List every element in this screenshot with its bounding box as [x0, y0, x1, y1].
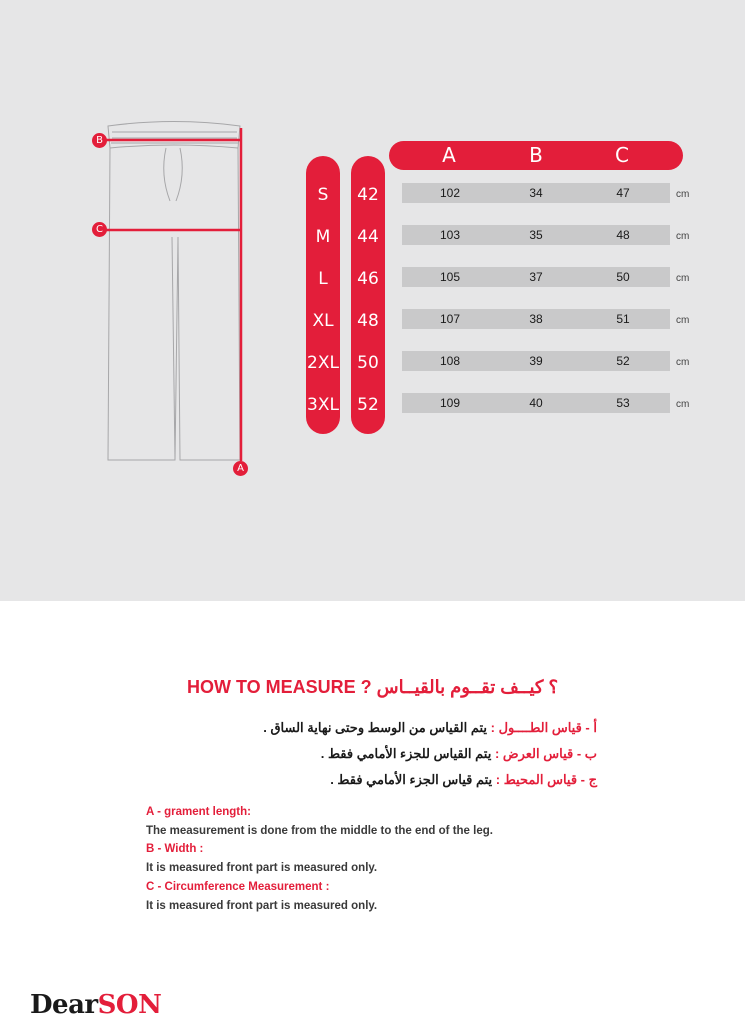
unit-label: cm: [676, 189, 690, 200]
value-b: 40: [529, 396, 543, 410]
unit-label: cm: [676, 357, 690, 368]
value-c: 52: [616, 354, 630, 368]
size-number: 48: [357, 311, 379, 331]
measurement-column-header: [389, 141, 683, 170]
value-b: 35: [529, 228, 543, 242]
size-number: 52: [357, 395, 379, 415]
value-a: 103: [439, 228, 461, 242]
unit-label: cm: [676, 231, 690, 242]
column-label-a: A: [442, 143, 456, 167]
unit-label: cm: [676, 273, 690, 284]
value-b: 37: [529, 270, 543, 284]
value-b: 39: [529, 354, 543, 368]
table-row: [402, 267, 690, 287]
marker-b: B: [92, 133, 107, 148]
brand-logo: [30, 990, 161, 1020]
value-c: 48: [616, 228, 630, 242]
arabic-instruction-label: ب - قياس العرض :: [494, 746, 597, 761]
table-row: [402, 183, 690, 203]
size-label: 3XL: [307, 395, 339, 415]
value-a: 105: [439, 270, 461, 284]
arabic-instruction-text: يتم القياس من الوسط وحتى نهاية الساق .: [263, 720, 488, 735]
size-label: XL: [312, 311, 334, 331]
table-row: [402, 393, 690, 413]
size-number: 50: [357, 353, 379, 373]
value-c: 53: [616, 396, 630, 410]
value-a: 109: [439, 396, 461, 410]
size-label: L: [318, 269, 328, 289]
column-label-c: C: [615, 143, 629, 167]
value-a: 102: [439, 186, 461, 200]
value-c: 47: [616, 186, 630, 200]
instruction-text-b: It is measured front part is measured only.: [146, 862, 378, 875]
value-c: 51: [616, 312, 630, 326]
size-label: S: [317, 185, 329, 205]
arabic-instruction-line: [137, 767, 597, 793]
instruction-text-a: The measurement is done from the middle to the end of the leg.: [146, 824, 493, 837]
arabic-instruction-label: ج - قياس المحيط :: [495, 772, 597, 787]
arabic-instruction-text: يتم القياس للجزء الأمامي فقط .: [320, 746, 492, 761]
size-number: 42: [357, 185, 379, 205]
marker-a: A: [233, 461, 248, 476]
english-instructions: [146, 803, 646, 915]
pants-outline: [80, 115, 270, 485]
column-label-b: B: [529, 143, 543, 167]
unit-label: cm: [676, 315, 690, 326]
instruction-heading-a: A - grament length:: [146, 806, 251, 818]
value-c: 50: [616, 270, 630, 284]
brand-logo-part2: SON: [97, 990, 162, 1020]
size-label: M: [315, 227, 331, 247]
instruction-heading-b: B - Width :: [146, 843, 204, 856]
size-label: 2XL: [307, 353, 339, 373]
pants-diagram: [80, 115, 270, 485]
table-row: [402, 309, 690, 329]
value-b: 34: [529, 186, 543, 200]
value-a: 108: [439, 354, 461, 368]
marker-c: C: [92, 222, 107, 237]
arabic-instructions: [137, 715, 597, 793]
value-a: 107: [439, 312, 461, 326]
table-row: [402, 225, 690, 245]
table-row: [402, 351, 690, 371]
arabic-instruction-line: [137, 741, 597, 767]
instruction-text-c: It is measured front part is measured only.: [146, 899, 378, 912]
size-number: 46: [357, 269, 379, 289]
how-to-measure-title: HOW TO MEASURE ? ؟ كيــف تقــوم بالقيــاس: [186, 677, 559, 697]
arabic-instruction-line: [137, 715, 597, 741]
size-letter-column: [306, 156, 340, 434]
size-number-column: [351, 156, 385, 434]
size-number: 44: [357, 227, 379, 247]
value-b: 38: [529, 312, 543, 326]
arabic-instruction-label: أ - قياس الطــــول :: [490, 720, 597, 735]
unit-label: cm: [676, 399, 690, 410]
arabic-instruction-text: يتم قياس الجزء الأمامي فقط .: [330, 772, 493, 787]
brand-logo-part1: Dear: [30, 990, 98, 1020]
instruction-heading-c: C - Circumference Measurement :: [146, 880, 330, 893]
